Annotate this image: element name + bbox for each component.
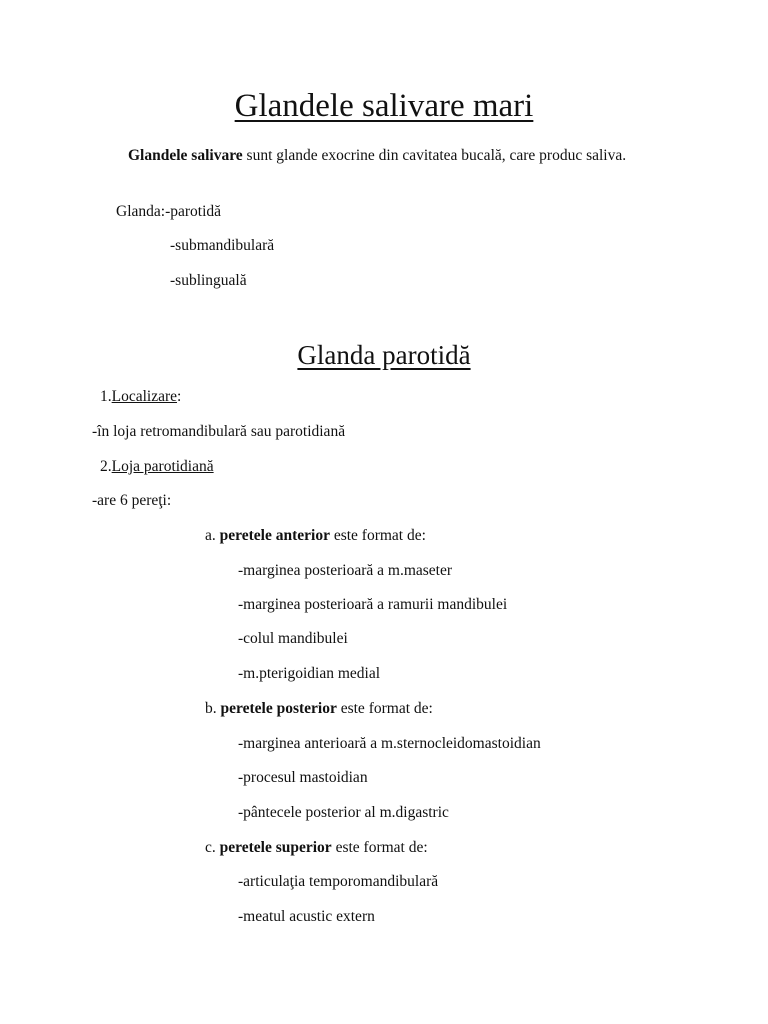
point-label: Localizare	[111, 388, 178, 405]
wall-item: -colul mandibulei	[238, 630, 348, 647]
gland-item: -sublinguală	[170, 272, 247, 289]
wall-item: -m.pterigoidian medial	[238, 665, 381, 682]
wall-name: peretele superior	[219, 839, 332, 856]
glands-lead: Glanda:	[116, 203, 166, 220]
wall-item: -pântecele posterior al m.digastric	[238, 804, 449, 821]
section-title: Glanda parotidă	[297, 340, 471, 370]
wall-name: peretele posterior	[220, 700, 337, 717]
wall-item: -marginea posterioară a ramurii mandibulei	[238, 596, 508, 613]
wall-item: -marginea posterioară a m.maseter	[238, 562, 453, 579]
wall-rest: este format de:	[331, 839, 428, 856]
point-label: Loja parotidiană	[111, 458, 214, 475]
wall-heading	[205, 700, 433, 718]
wall-letter: b.	[205, 700, 217, 717]
wall-heading	[205, 527, 426, 545]
point-number: 1.	[100, 388, 112, 405]
wall-item: -meatul acustic extern	[238, 908, 375, 925]
intro-bold-term: Glandele salivare	[128, 147, 243, 164]
wall-rest: este format de:	[329, 527, 426, 544]
point-heading	[100, 388, 181, 406]
point-text: -are 6 pereţi:	[92, 492, 172, 509]
wall-heading	[205, 839, 428, 857]
glands-list-first	[116, 203, 221, 221]
intro-text: sunt glande exocrine din cavitatea bucală, care produc saliva.	[242, 147, 627, 164]
point-number: 2.	[100, 458, 112, 475]
wall-letter: a.	[205, 527, 216, 544]
wall-item: -articulaţia temporomandibulară	[238, 873, 439, 890]
wall-name: peretele anterior	[219, 527, 330, 544]
wall-letter: c.	[205, 839, 216, 856]
gland-item: -submandibulară	[170, 237, 275, 254]
point-heading	[100, 458, 214, 476]
page-title: Glandele salivare mari	[234, 88, 534, 124]
wall-rest: este format de:	[336, 700, 433, 717]
wall-item: -marginea anterioară a m.sternocleidomastoidian	[238, 735, 541, 752]
point-suffix: :	[177, 388, 182, 405]
point-text: -în loja retromandibulară sau parotidiană	[92, 423, 346, 440]
gland-item: -parotidă	[165, 203, 222, 220]
wall-item: -procesul mastoidian	[238, 769, 368, 786]
intro-paragraph	[92, 146, 676, 166]
